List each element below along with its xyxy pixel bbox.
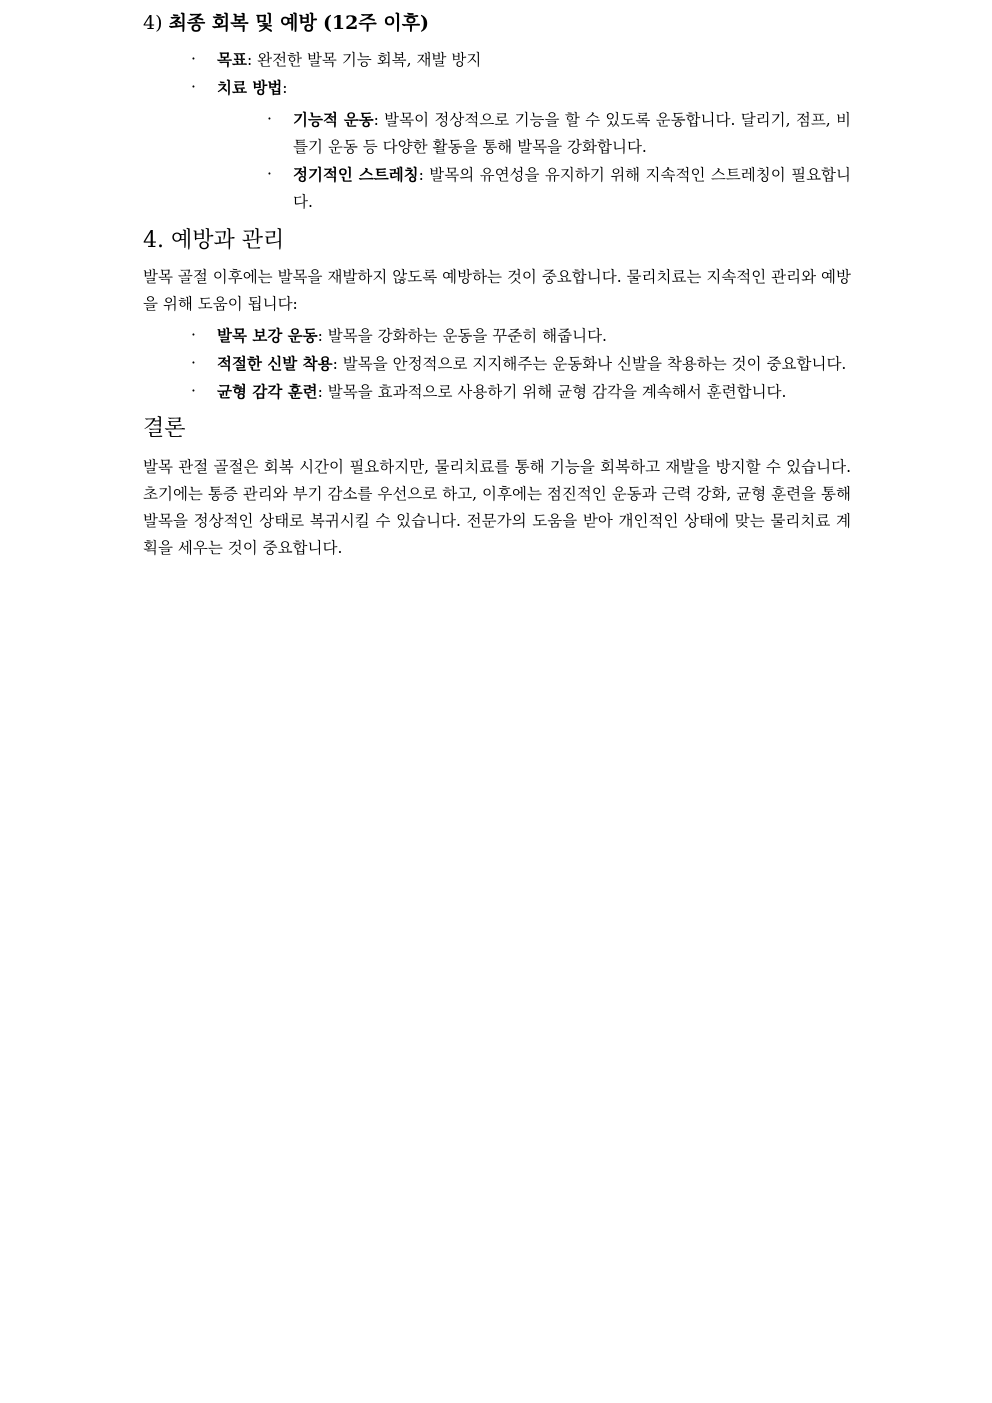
list-item-text: : 발목을 효과적으로 사용하기 위해 균형 감각을 계속해서 훈련합니다. bbox=[317, 383, 787, 401]
list-item-term: 균형 감각 훈련 bbox=[217, 382, 318, 401]
conclusion-heading: 결론 bbox=[143, 416, 186, 441]
list-item-term: 정기적인 스트레칭 bbox=[293, 165, 419, 184]
bullet-icon: · bbox=[191, 50, 196, 68]
list-item-text: : 발목이 정상적으로 기능을 할 수 있도록 운동합니다. 달리기, 점프, 비틀기 운동 등 다양한 활동을 통해 발목을 강화합니다. bbox=[293, 111, 852, 156]
bullet-icon: · bbox=[191, 354, 196, 372]
conclusion-paragraph: 발목 관절 골절은 회복 시간이 필요하지만, 물리치료를 통해 기능을 회복하고 재발을 방지할 수 있습니다. 초기에는 통증 관리와 부기 감소를 우선으로 하고, 이후에는 점진적인 운동과 근력 강화, 균형 훈련을 통해 발목을 정상적인 상태로 복귀시킬 수 있습니다. 전문가의 도움을 받아 개인적인 상태에 맞는 물리치료 계획을 세우는 것이 중요합니다. bbox=[143, 458, 851, 557]
list-item-strengthening bbox=[191, 322, 851, 350]
bullet-icon: · bbox=[267, 110, 272, 128]
list-item-footwear bbox=[191, 350, 851, 378]
list-item-text: : 완전한 발목 기능 회복, 재발 방지 bbox=[246, 51, 482, 69]
list-item-text: : bbox=[282, 79, 288, 97]
subsection-suffix: (12주 이후) bbox=[322, 12, 430, 34]
subsection-number: 4) bbox=[143, 12, 163, 34]
list-item-term: 발목 보강 운동 bbox=[217, 326, 318, 345]
final-recovery-list bbox=[191, 46, 851, 216]
list-item-text: : 발목을 강화하는 운동을 꾸준히 해줍니다. bbox=[317, 327, 607, 345]
list-item-term: 치료 방법 bbox=[217, 78, 283, 97]
bullet-icon: · bbox=[267, 165, 272, 183]
prevention-list bbox=[191, 322, 851, 406]
list-item-text: : 발목을 안정적으로 지지해주는 운동화나 신발을 착용하는 것이 중요합니다. bbox=[332, 355, 847, 373]
bullet-icon: · bbox=[191, 382, 196, 400]
list-item-term: 적절한 신발 착용 bbox=[217, 354, 333, 373]
list-item-goal bbox=[191, 46, 851, 74]
prevention-intro-paragraph: 발목 골절 이후에는 발목을 재발하지 않도록 예방하는 것이 중요합니다. 물리치료는 지속적인 관리와 예방을 위해 도움이 됩니다: bbox=[143, 268, 851, 313]
document-page bbox=[143, 6, 851, 566]
method-sub-list bbox=[267, 106, 851, 216]
bullet-icon: · bbox=[191, 78, 196, 96]
section-heading-prevention: 4. 예방과 관리 bbox=[143, 228, 285, 253]
bullet-icon: · bbox=[191, 326, 196, 344]
sub-list-item-functional-exercise bbox=[267, 106, 851, 161]
subsection-title: 최종 회복 및 예방 bbox=[168, 12, 317, 34]
list-item-text: : 발목의 유연성을 유지하기 위해 지속적인 스트레칭이 필요합니다. bbox=[293, 166, 851, 211]
sub-list-item-regular-stretching bbox=[267, 161, 851, 216]
list-item-balance-training bbox=[191, 378, 851, 406]
list-item-term: 목표 bbox=[217, 50, 247, 69]
list-item-term: 기능적 운동 bbox=[293, 110, 374, 129]
list-item-method bbox=[191, 74, 851, 216]
subsection-heading-final-recovery bbox=[143, 6, 851, 40]
